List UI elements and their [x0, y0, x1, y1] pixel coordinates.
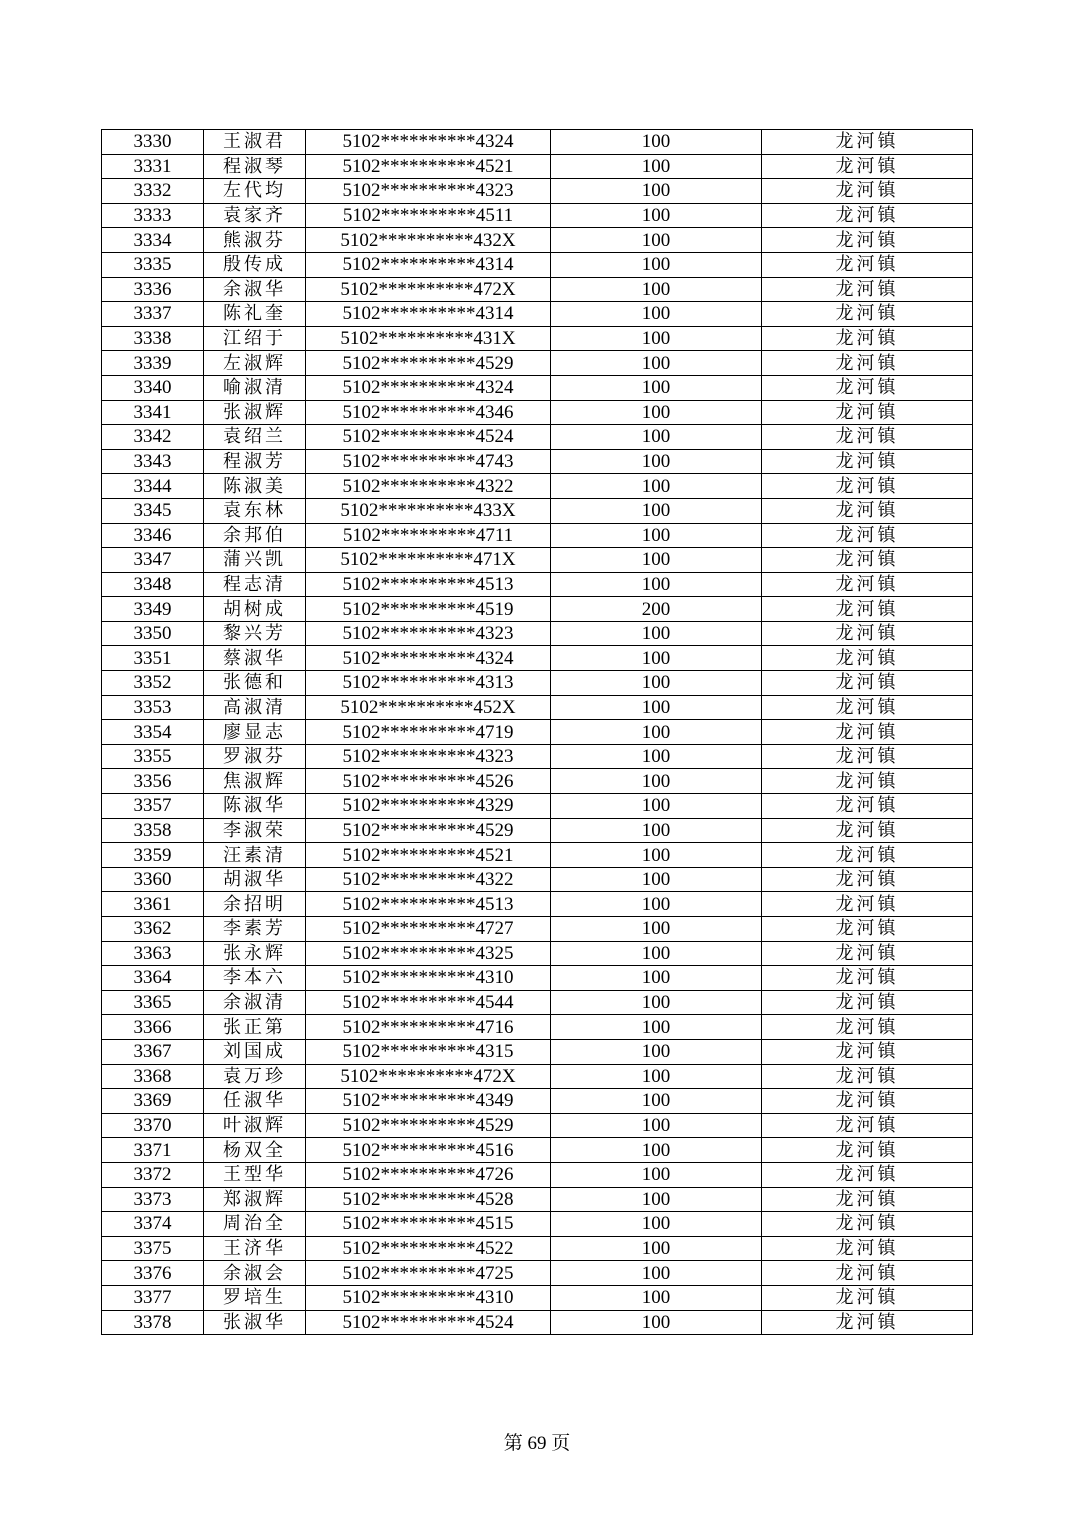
id-number-cell: 5102**********4521	[306, 154, 551, 179]
row-index-cell: 3376	[102, 1261, 204, 1286]
amount-cell: 100	[551, 203, 762, 228]
name-cell: 廖显志	[204, 720, 306, 745]
name-cell: 王型华	[204, 1162, 306, 1187]
row-index-cell: 3337	[102, 302, 204, 327]
row-index-cell: 3368	[102, 1064, 204, 1089]
record-table-body	[102, 130, 973, 1335]
row-index-cell: 3374	[102, 1212, 204, 1237]
table-row	[102, 941, 973, 966]
table-row	[102, 892, 973, 917]
amount-cell: 100	[551, 326, 762, 351]
amount-cell: 100	[551, 1162, 762, 1187]
id-number-cell: 5102**********4513	[306, 572, 551, 597]
town-cell: 龙河镇	[762, 572, 973, 597]
town-cell: 龙河镇	[762, 892, 973, 917]
town-cell: 龙河镇	[762, 1261, 973, 1286]
table-row	[102, 498, 973, 523]
table-row	[102, 548, 973, 573]
name-cell: 喻淑清	[204, 375, 306, 400]
id-number-cell: 5102**********432X	[306, 228, 551, 253]
row-index-cell: 3358	[102, 818, 204, 843]
id-number-cell: 5102**********472X	[306, 277, 551, 302]
id-number-cell: 5102**********4544	[306, 990, 551, 1015]
name-cell: 胡淑华	[204, 867, 306, 892]
row-index-cell: 3348	[102, 572, 204, 597]
name-cell: 余淑华	[204, 277, 306, 302]
amount-cell: 100	[551, 1261, 762, 1286]
town-cell: 龙河镇	[762, 1187, 973, 1212]
table-row	[102, 818, 973, 843]
page-number: 第 69 页	[503, 1433, 571, 1454]
name-cell: 陈淑美	[204, 474, 306, 499]
amount-cell: 100	[551, 1285, 762, 1310]
name-cell: 程淑琴	[204, 154, 306, 179]
name-cell: 余淑会	[204, 1261, 306, 1286]
id-number-cell: 5102**********4322	[306, 867, 551, 892]
amount-cell: 100	[551, 1138, 762, 1163]
table-row	[102, 769, 973, 794]
id-number-cell: 5102**********4346	[306, 400, 551, 425]
row-index-cell: 3377	[102, 1285, 204, 1310]
id-number-cell: 5102**********4324	[306, 375, 551, 400]
town-cell: 龙河镇	[762, 228, 973, 253]
id-number-cell: 5102**********472X	[306, 1064, 551, 1089]
town-cell: 龙河镇	[762, 744, 973, 769]
amount-cell: 100	[551, 818, 762, 843]
name-cell: 张永辉	[204, 941, 306, 966]
town-cell: 龙河镇	[762, 818, 973, 843]
amount-cell: 100	[551, 1113, 762, 1138]
name-cell: 余招明	[204, 892, 306, 917]
name-cell: 程淑芳	[204, 449, 306, 474]
town-cell: 龙河镇	[762, 203, 973, 228]
row-index-cell: 3364	[102, 966, 204, 991]
amount-cell: 100	[551, 425, 762, 450]
table-row	[102, 1138, 973, 1163]
amount-cell: 100	[551, 252, 762, 277]
town-cell: 龙河镇	[762, 1162, 973, 1187]
town-cell: 龙河镇	[762, 179, 973, 204]
name-cell: 蒲兴凯	[204, 548, 306, 573]
name-cell: 余邦伯	[204, 523, 306, 548]
amount-cell: 100	[551, 941, 762, 966]
table-row	[102, 794, 973, 819]
row-index-cell: 3341	[102, 400, 204, 425]
row-index-cell: 3352	[102, 671, 204, 696]
table-row	[102, 351, 973, 376]
id-number-cell: 5102**********4516	[306, 1138, 551, 1163]
row-index-cell: 3340	[102, 375, 204, 400]
town-cell: 龙河镇	[762, 843, 973, 868]
id-number-cell: 5102**********4323	[306, 744, 551, 769]
town-cell: 龙河镇	[762, 400, 973, 425]
name-cell: 李本六	[204, 966, 306, 991]
table-row	[102, 375, 973, 400]
town-cell: 龙河镇	[762, 671, 973, 696]
id-number-cell: 5102**********4522	[306, 1236, 551, 1261]
name-cell: 刘国成	[204, 1039, 306, 1064]
row-index-cell: 3335	[102, 252, 204, 277]
row-index-cell: 3342	[102, 425, 204, 450]
id-number-cell: 5102**********4315	[306, 1039, 551, 1064]
table-row	[102, 1236, 973, 1261]
table-row	[102, 646, 973, 671]
row-index-cell: 3330	[102, 130, 204, 155]
table-row	[102, 203, 973, 228]
row-index-cell: 3370	[102, 1113, 204, 1138]
town-cell: 龙河镇	[762, 1236, 973, 1261]
row-index-cell: 3359	[102, 843, 204, 868]
amount-cell: 100	[551, 695, 762, 720]
town-cell: 龙河镇	[762, 523, 973, 548]
amount-cell: 100	[551, 671, 762, 696]
amount-cell: 100	[551, 720, 762, 745]
table-row	[102, 843, 973, 868]
row-index-cell: 3365	[102, 990, 204, 1015]
id-number-cell: 5102**********4324	[306, 646, 551, 671]
amount-cell: 100	[551, 892, 762, 917]
table-row	[102, 179, 973, 204]
amount-cell: 100	[551, 1039, 762, 1064]
amount-cell: 100	[551, 1089, 762, 1114]
name-cell: 王淑君	[204, 130, 306, 155]
amount-cell: 100	[551, 179, 762, 204]
town-cell: 龙河镇	[762, 1310, 973, 1335]
amount-cell: 100	[551, 769, 762, 794]
name-cell: 李淑荣	[204, 818, 306, 843]
row-index-cell: 3371	[102, 1138, 204, 1163]
row-index-cell: 3367	[102, 1039, 204, 1064]
table-row	[102, 1285, 973, 1310]
amount-cell: 100	[551, 228, 762, 253]
name-cell: 张淑华	[204, 1310, 306, 1335]
name-cell: 焦淑辉	[204, 769, 306, 794]
table-row	[102, 1039, 973, 1064]
id-number-cell: 5102**********4524	[306, 425, 551, 450]
row-index-cell: 3351	[102, 646, 204, 671]
row-index-cell: 3356	[102, 769, 204, 794]
name-cell: 陈淑华	[204, 794, 306, 819]
amount-cell: 100	[551, 867, 762, 892]
town-cell: 龙河镇	[762, 1089, 973, 1114]
table-row	[102, 1212, 973, 1237]
row-index-cell: 3347	[102, 548, 204, 573]
town-cell: 龙河镇	[762, 130, 973, 155]
name-cell: 袁万珍	[204, 1064, 306, 1089]
row-index-cell: 3334	[102, 228, 204, 253]
name-cell: 熊淑芬	[204, 228, 306, 253]
town-cell: 龙河镇	[762, 769, 973, 794]
town-cell: 龙河镇	[762, 1285, 973, 1310]
row-index-cell: 3336	[102, 277, 204, 302]
table-row	[102, 917, 973, 942]
table-row	[102, 228, 973, 253]
id-number-cell: 5102**********433X	[306, 498, 551, 523]
town-cell: 龙河镇	[762, 1015, 973, 1040]
id-number-cell: 5102**********4329	[306, 794, 551, 819]
id-number-cell: 5102**********4325	[306, 941, 551, 966]
name-cell: 李素芳	[204, 917, 306, 942]
row-index-cell: 3373	[102, 1187, 204, 1212]
name-cell: 王济华	[204, 1236, 306, 1261]
table-row	[102, 671, 973, 696]
town-cell: 龙河镇	[762, 966, 973, 991]
table-row	[102, 474, 973, 499]
town-cell: 龙河镇	[762, 252, 973, 277]
id-number-cell: 5102**********4323	[306, 179, 551, 204]
id-number-cell: 5102**********4529	[306, 351, 551, 376]
name-cell: 杨双全	[204, 1138, 306, 1163]
amount-cell: 100	[551, 966, 762, 991]
row-index-cell: 3343	[102, 449, 204, 474]
name-cell: 罗培生	[204, 1285, 306, 1310]
row-index-cell: 3360	[102, 867, 204, 892]
table-row	[102, 326, 973, 351]
amount-cell: 100	[551, 375, 762, 400]
table-row	[102, 523, 973, 548]
table-row	[102, 621, 973, 646]
name-cell: 左代均	[204, 179, 306, 204]
row-index-cell: 3331	[102, 154, 204, 179]
row-index-cell: 3372	[102, 1162, 204, 1187]
id-number-cell: 5102**********4716	[306, 1015, 551, 1040]
name-cell: 黎兴芳	[204, 621, 306, 646]
name-cell: 任淑华	[204, 1089, 306, 1114]
name-cell: 叶淑辉	[204, 1113, 306, 1138]
amount-cell: 100	[551, 1064, 762, 1089]
amount-cell: 100	[551, 1015, 762, 1040]
town-cell: 龙河镇	[762, 498, 973, 523]
table-row	[102, 1261, 973, 1286]
town-cell: 龙河镇	[762, 474, 973, 499]
table-row	[102, 277, 973, 302]
table-row	[102, 130, 973, 155]
amount-cell: 100	[551, 1310, 762, 1335]
row-index-cell: 3333	[102, 203, 204, 228]
id-number-cell: 5102**********4513	[306, 892, 551, 917]
id-number-cell: 5102**********4511	[306, 203, 551, 228]
row-index-cell: 3354	[102, 720, 204, 745]
id-number-cell: 5102**********4529	[306, 1113, 551, 1138]
amount-cell: 100	[551, 646, 762, 671]
amount-cell: 100	[551, 572, 762, 597]
row-index-cell: 3361	[102, 892, 204, 917]
id-number-cell: 5102**********4322	[306, 474, 551, 499]
amount-cell: 100	[551, 843, 762, 868]
row-index-cell: 3369	[102, 1089, 204, 1114]
name-cell: 周治全	[204, 1212, 306, 1237]
amount-cell: 100	[551, 744, 762, 769]
id-number-cell: 5102**********4324	[306, 130, 551, 155]
table-row	[102, 695, 973, 720]
id-number-cell: 5102**********4526	[306, 769, 551, 794]
id-number-cell: 5102**********4314	[306, 302, 551, 327]
name-cell: 蔡淑华	[204, 646, 306, 671]
name-cell: 殷传成	[204, 252, 306, 277]
amount-cell: 100	[551, 523, 762, 548]
row-index-cell: 3349	[102, 597, 204, 622]
name-cell: 袁绍兰	[204, 425, 306, 450]
town-cell: 龙河镇	[762, 621, 973, 646]
town-cell: 龙河镇	[762, 695, 973, 720]
table-row	[102, 966, 973, 991]
row-index-cell: 3346	[102, 523, 204, 548]
name-cell: 张德和	[204, 671, 306, 696]
id-number-cell: 5102**********4727	[306, 917, 551, 942]
id-number-cell: 5102**********4310	[306, 1285, 551, 1310]
id-number-cell: 5102**********4711	[306, 523, 551, 548]
id-number-cell: 5102**********4313	[306, 671, 551, 696]
town-cell: 龙河镇	[762, 990, 973, 1015]
town-cell: 龙河镇	[762, 917, 973, 942]
amount-cell: 100	[551, 154, 762, 179]
table-row	[102, 302, 973, 327]
town-cell: 龙河镇	[762, 794, 973, 819]
amount-cell: 100	[551, 1212, 762, 1237]
town-cell: 龙河镇	[762, 646, 973, 671]
id-number-cell: 5102**********452X	[306, 695, 551, 720]
row-index-cell: 3344	[102, 474, 204, 499]
id-number-cell: 5102**********4515	[306, 1212, 551, 1237]
name-cell: 罗淑芬	[204, 744, 306, 769]
amount-cell: 100	[551, 917, 762, 942]
name-cell: 胡树成	[204, 597, 306, 622]
name-cell: 袁家齐	[204, 203, 306, 228]
table-row	[102, 154, 973, 179]
name-cell: 高淑清	[204, 695, 306, 720]
table-row	[102, 572, 973, 597]
name-cell: 余淑清	[204, 990, 306, 1015]
table-row	[102, 400, 973, 425]
name-cell: 袁东林	[204, 498, 306, 523]
town-cell: 龙河镇	[762, 867, 973, 892]
amount-cell: 100	[551, 449, 762, 474]
amount-cell: 100	[551, 302, 762, 327]
amount-cell: 100	[551, 990, 762, 1015]
town-cell: 龙河镇	[762, 1039, 973, 1064]
id-number-cell: 5102**********4349	[306, 1089, 551, 1114]
name-cell: 张淑辉	[204, 400, 306, 425]
row-index-cell: 3350	[102, 621, 204, 646]
amount-cell: 100	[551, 794, 762, 819]
town-cell: 龙河镇	[762, 277, 973, 302]
table-row	[102, 1310, 973, 1335]
table-row	[102, 744, 973, 769]
table-row	[102, 1162, 973, 1187]
amount-cell: 100	[551, 548, 762, 573]
row-index-cell: 3363	[102, 941, 204, 966]
id-number-cell: 5102**********4519	[306, 597, 551, 622]
table-row	[102, 1089, 973, 1114]
name-cell: 左淑辉	[204, 351, 306, 376]
id-number-cell: 5102**********4314	[306, 252, 551, 277]
town-cell: 龙河镇	[762, 154, 973, 179]
row-index-cell: 3378	[102, 1310, 204, 1335]
town-cell: 龙河镇	[762, 1212, 973, 1237]
table-row	[102, 597, 973, 622]
id-number-cell: 5102**********4726	[306, 1162, 551, 1187]
id-number-cell: 5102**********471X	[306, 548, 551, 573]
row-index-cell: 3353	[102, 695, 204, 720]
id-number-cell: 5102**********4524	[306, 1310, 551, 1335]
amount-cell: 100	[551, 1187, 762, 1212]
amount-cell: 200	[551, 597, 762, 622]
table-row	[102, 1015, 973, 1040]
table-row	[102, 1064, 973, 1089]
amount-cell: 100	[551, 277, 762, 302]
amount-cell: 100	[551, 130, 762, 155]
town-cell: 龙河镇	[762, 425, 973, 450]
town-cell: 龙河镇	[762, 326, 973, 351]
id-number-cell: 5102**********4743	[306, 449, 551, 474]
town-cell: 龙河镇	[762, 302, 973, 327]
row-index-cell: 3345	[102, 498, 204, 523]
table-row	[102, 867, 973, 892]
town-cell: 龙河镇	[762, 1113, 973, 1138]
table-row	[102, 990, 973, 1015]
table-row	[102, 1187, 973, 1212]
row-index-cell: 3357	[102, 794, 204, 819]
name-cell: 张正第	[204, 1015, 306, 1040]
name-cell: 程志清	[204, 572, 306, 597]
row-index-cell: 3355	[102, 744, 204, 769]
amount-cell: 100	[551, 474, 762, 499]
id-number-cell: 5102**********4310	[306, 966, 551, 991]
amount-cell: 100	[551, 498, 762, 523]
id-number-cell: 5102**********4529	[306, 818, 551, 843]
table-row	[102, 449, 973, 474]
name-cell: 郑淑辉	[204, 1187, 306, 1212]
amount-cell: 100	[551, 621, 762, 646]
row-index-cell: 3338	[102, 326, 204, 351]
town-cell: 龙河镇	[762, 720, 973, 745]
table-row	[102, 425, 973, 450]
town-cell: 龙河镇	[762, 1138, 973, 1163]
row-index-cell: 3339	[102, 351, 204, 376]
id-number-cell: 5102**********4719	[306, 720, 551, 745]
table-row	[102, 720, 973, 745]
name-cell: 汪素清	[204, 843, 306, 868]
record-table	[101, 129, 973, 1335]
town-cell: 龙河镇	[762, 449, 973, 474]
amount-cell: 100	[551, 400, 762, 425]
id-number-cell: 5102**********4323	[306, 621, 551, 646]
town-cell: 龙河镇	[762, 941, 973, 966]
town-cell: 龙河镇	[762, 548, 973, 573]
name-cell: 江绍于	[204, 326, 306, 351]
id-number-cell: 5102**********4528	[306, 1187, 551, 1212]
table-row	[102, 1113, 973, 1138]
town-cell: 龙河镇	[762, 597, 973, 622]
row-index-cell: 3332	[102, 179, 204, 204]
id-number-cell: 5102**********4521	[306, 843, 551, 868]
row-index-cell: 3375	[102, 1236, 204, 1261]
town-cell: 龙河镇	[762, 375, 973, 400]
town-cell: 龙河镇	[762, 1064, 973, 1089]
name-cell: 陈礼奎	[204, 302, 306, 327]
amount-cell: 100	[551, 351, 762, 376]
amount-cell: 100	[551, 1236, 762, 1261]
row-index-cell: 3362	[102, 917, 204, 942]
town-cell: 龙河镇	[762, 351, 973, 376]
id-number-cell: 5102**********4725	[306, 1261, 551, 1286]
id-number-cell: 5102**********431X	[306, 326, 551, 351]
row-index-cell: 3366	[102, 1015, 204, 1040]
table-row	[102, 252, 973, 277]
